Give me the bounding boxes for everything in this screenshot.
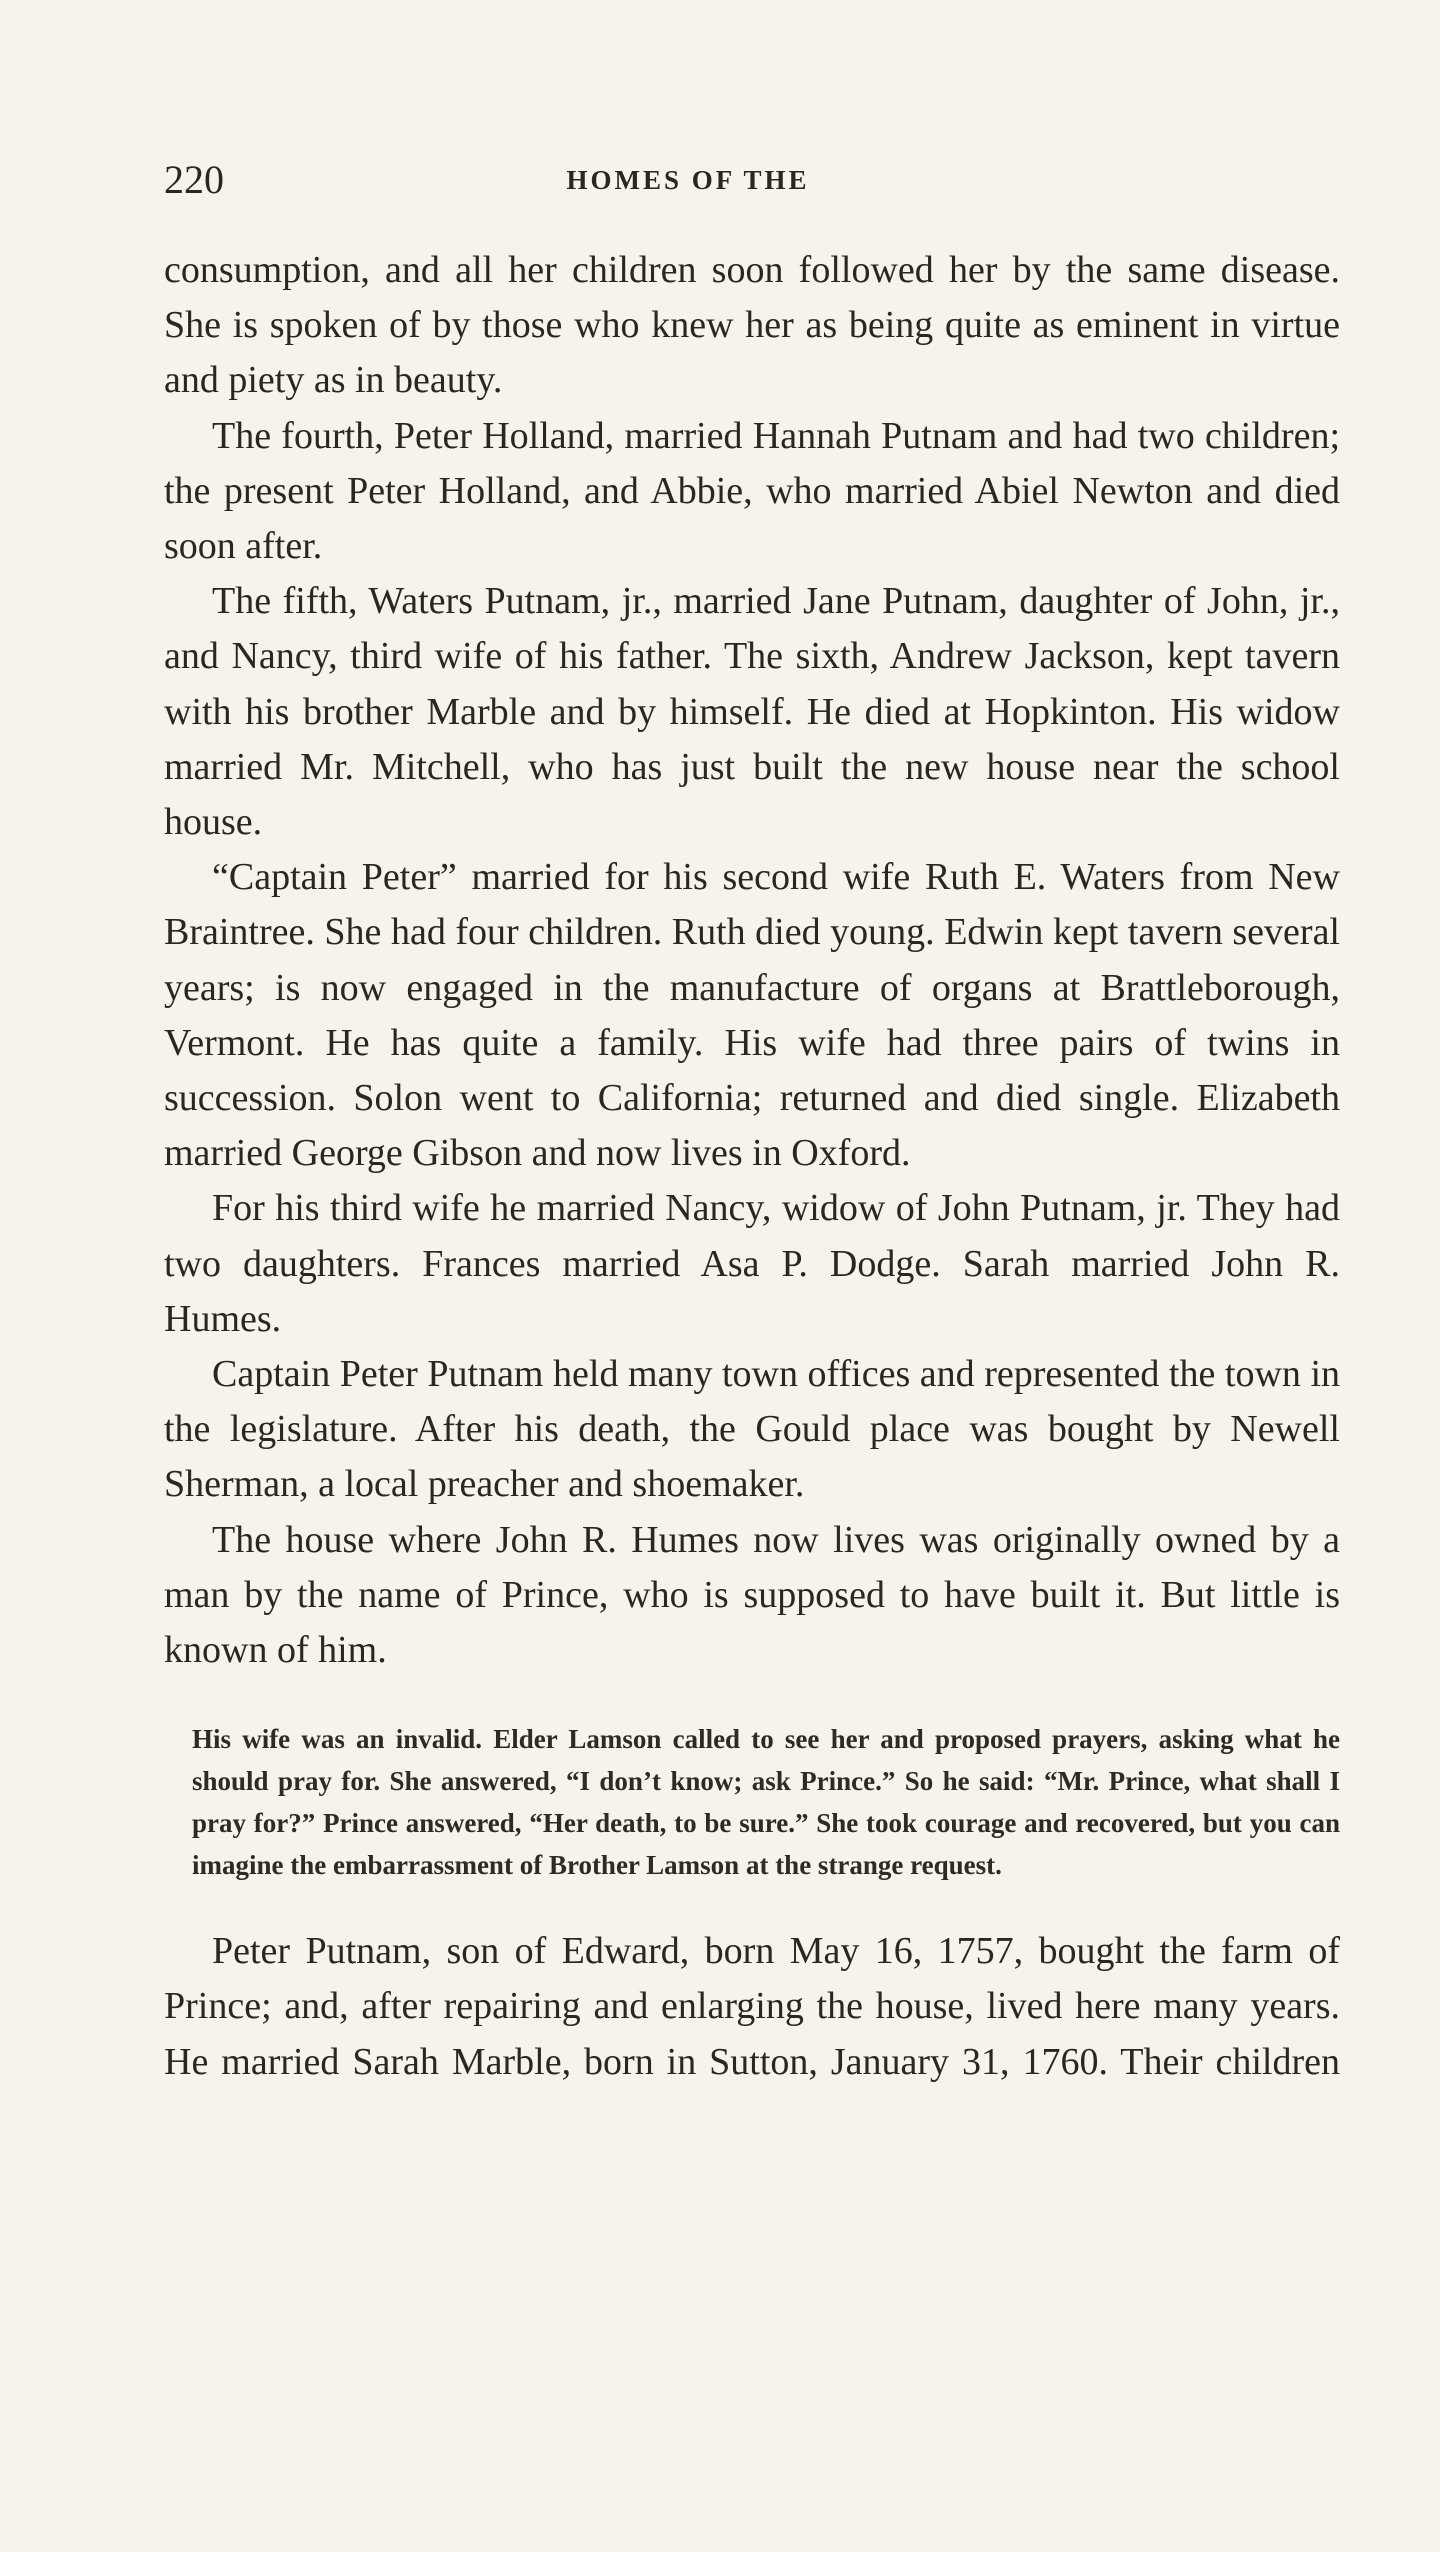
paragraph-offices: Captain Peter Putnam held many town offices and represented the town in the legislature. After his death, the Gould place was bought by Newell Sherman, a local preacher and shoemaker.: [164, 1353, 1340, 1506]
anecdote-note: His wife was an invalid. Elder Lamson called to see her and proposed prayers, asking what he should pray for. She answered, “I don’t know; ask Prince.” So he said: “Mr. Prince, what shall I pray for?” Prince answered, “Her death, to be sure.” She took courage and recovered, but you can imagine the embarrassment of Brother Lamson at the strange request.: [192, 1724, 1340, 1881]
body-text: [164, 243, 1340, 2090]
paragraph-fifth-sixth-child: The fifth, Waters Putnam, jr., married Jane Putnam, daughter of John, jr., and Nancy, third wife of his father. The sixth, Andrew Jackson, kept tavern with his brother Marble and by himself. He died at Hopkinton. His widow married Mr. Mitchell, who has just built the new house near the school house.: [164, 580, 1340, 844]
page-number: 220: [164, 157, 224, 202]
paragraph-continuation: consumption, and all her children soon followed her by the same disease. She is spoken of by those who knew her as being quite as eminent in virtue and piety as in beauty.: [164, 249, 1340, 402]
paragraph-fourth-child: The fourth, Peter Holland, married Hannah Putnam and had two children; the present Peter Holland, and Abbie, who married Abiel Newton and died soon after.: [164, 414, 1340, 568]
running-title: HOMES OF THE: [566, 165, 810, 195]
paragraph-humes-house: The house where John R. Humes now lives was originally owned by a man by the name of Prince, who is supposed to have built it. But little is known of him.: [164, 1518, 1340, 1672]
page-header: [164, 152, 1340, 208]
paragraph-peter-putnam: Peter Putnam, son of Edward, born May 16, 1757, bought the farm of Prince; and, after repairing and enlarging the house, lived here many years. He married Sarah Marble, born in Sutton, January 31, 1760. Their children: [164, 1930, 1340, 2083]
paragraph-second-wife: “Captain Peter” married for his second wife Ruth E. Waters from New Braintree. She had four children. Ruth died young. Edwin kept tavern several years; is now engaged in the manufacture of organs at Brattleborough, Vermont. He has quite a family. His wife had three pairs of twins in succession. Solon went to California; returned and died single. Elizabeth married George Gibson and now lives in Oxford.: [164, 856, 1340, 1175]
paragraph-third-wife: For his third wife he married Nancy, widow of John Putnam, jr. They had two daughters. Frances married Asa P. Dodge. Sarah married John R. Humes.: [164, 1187, 1340, 1340]
